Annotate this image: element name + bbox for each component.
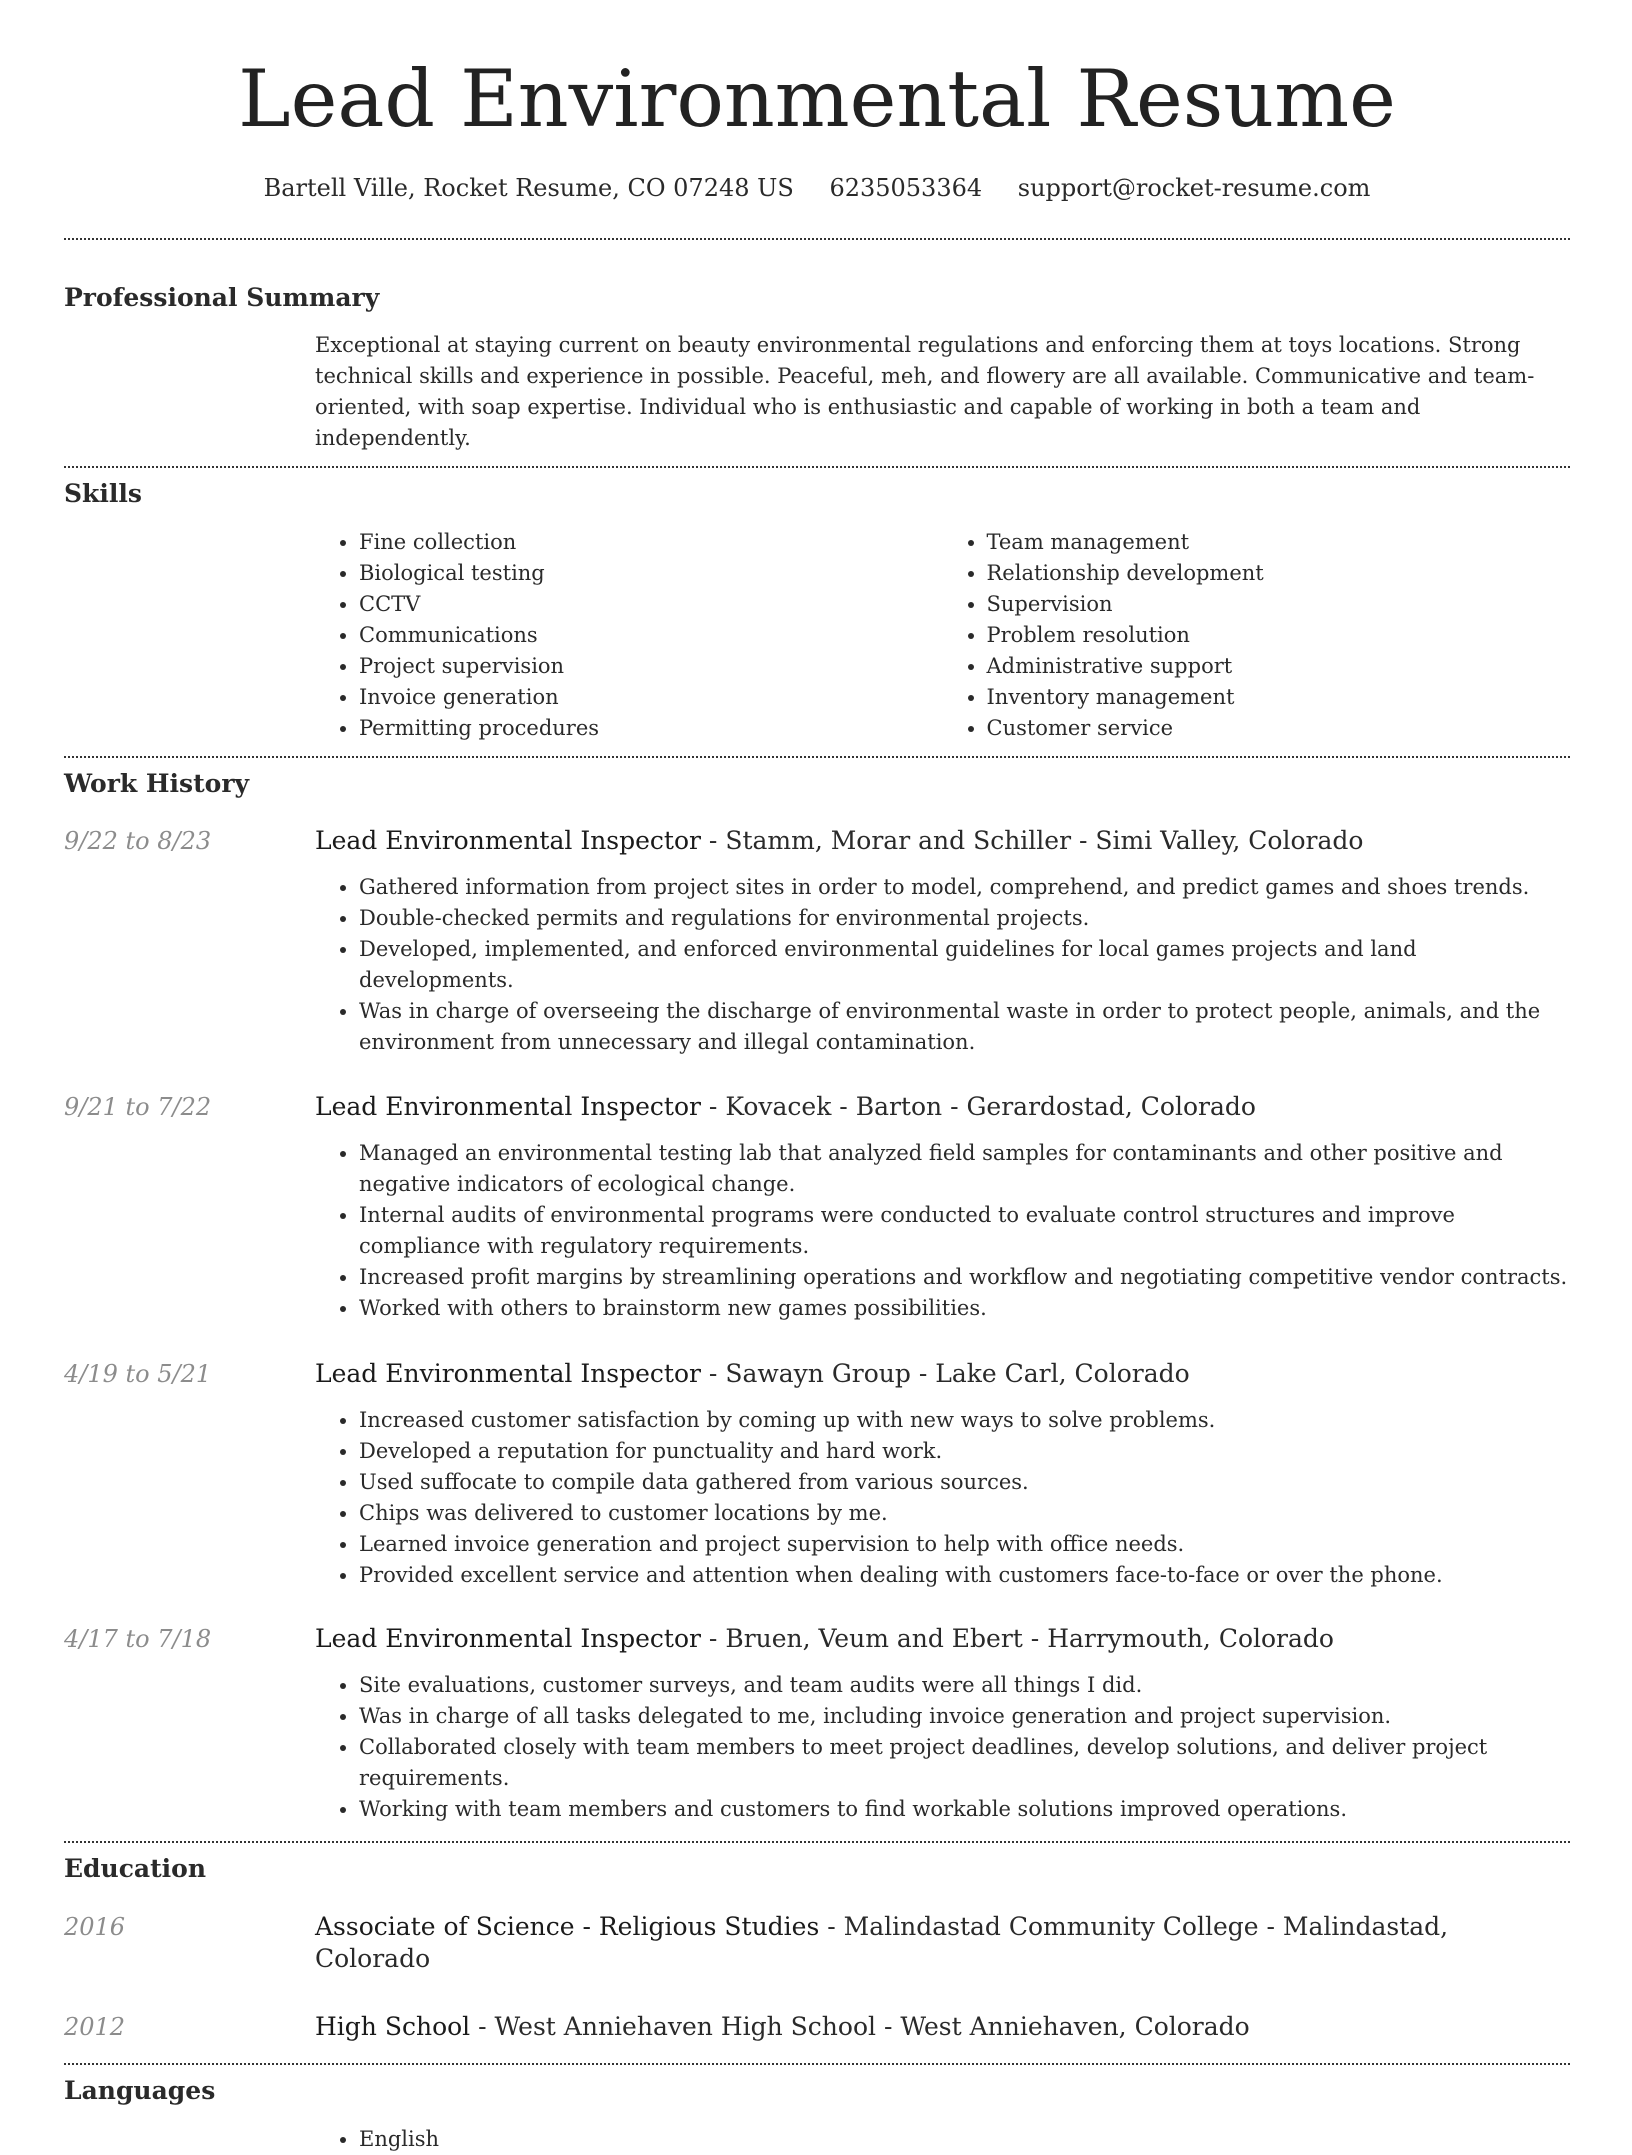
job-bullet: • Was in charge of overseeing the discharge of environmental waste in order to protect people, animals, and the environment from unnecessary and illegal contamination. bbox=[359, 996, 1570, 1058]
skills-section bbox=[64, 478, 1570, 744]
job-bullet: • Chips was delivered to customer locations by me. bbox=[359, 1498, 1570, 1529]
work-section bbox=[64, 768, 1570, 1825]
job-heading bbox=[315, 1358, 1570, 1390]
skill-item: • Customer service bbox=[987, 713, 1571, 744]
job-dates: 9/21 to 7/22 bbox=[64, 1093, 212, 1121]
skill-item: • Supervision bbox=[987, 589, 1571, 620]
job-dates: 4/17 to 7/18 bbox=[64, 1625, 212, 1653]
job-details: - Bruen, Veum and Ebert - Harrymouth, Colorado bbox=[700, 1624, 1334, 1653]
education-entry bbox=[64, 2011, 1570, 2043]
skill-item: • Biological testing bbox=[359, 558, 943, 589]
education-section bbox=[64, 1853, 1570, 2043]
job-bullet: • Provided excellent service and attention when dealing with customers face-to-face or over the phone. bbox=[359, 1560, 1570, 1591]
skill-item: • Permitting procedures bbox=[359, 713, 943, 744]
job-dates: 4/19 to 5/21 bbox=[64, 1360, 212, 1388]
job-bullets bbox=[315, 1405, 1570, 1591]
divider bbox=[64, 756, 1570, 758]
contact-email: support@rocket-resume.com bbox=[1017, 174, 1371, 202]
summary-heading: Professional Summary bbox=[64, 283, 380, 312]
job-details: - Sawayn Group - Lake Carl, Colorado bbox=[700, 1359, 1190, 1388]
skill-item: • Fine collection bbox=[359, 527, 943, 558]
work-heading: Work History bbox=[64, 769, 250, 798]
skill-item: • Relationship development bbox=[987, 558, 1571, 589]
resume-page bbox=[64, 0, 1570, 2155]
divider bbox=[64, 1841, 1570, 1843]
summary-section bbox=[64, 282, 1570, 454]
skill-item: • CCTV bbox=[359, 589, 943, 620]
education-details: - West Anniehaven High School - West Anniehaven, Colorado bbox=[470, 2012, 1250, 2041]
job-bullet: • Was in charge of all tasks delegated to me, including invoice generation and project supervision. bbox=[359, 1701, 1570, 1732]
job-bullet: • Developed a reputation for punctuality and hard work. bbox=[359, 1436, 1570, 1467]
job-entry bbox=[64, 1091, 1570, 1324]
job-title: Lead Environmental Inspector bbox=[315, 826, 701, 855]
education-degree: Associate of Science - Religious Studies bbox=[315, 1912, 820, 1941]
job-heading bbox=[315, 1091, 1570, 1123]
skill-item: • Project supervision bbox=[359, 651, 943, 682]
job-bullet: • Gathered information from project sites in order to model, comprehend, and predict games and shoes trends. bbox=[359, 872, 1570, 903]
skills-list-right bbox=[943, 527, 1571, 744]
resume-title: Lead Environmental Resume bbox=[238, 53, 1396, 145]
contact-address: Bartell Ville, Rocket Resume, CO 07248 US bbox=[263, 174, 794, 202]
job-heading bbox=[315, 825, 1570, 857]
languages-heading: Languages bbox=[64, 2076, 216, 2105]
education-heading: Education bbox=[64, 1854, 207, 1883]
job-bullet: • Double-checked permits and regulations for environmental projects. bbox=[359, 903, 1570, 934]
job-bullet: • Learned invoice generation and project supervision to help with office needs. bbox=[359, 1529, 1570, 1560]
skill-item: • Problem resolution bbox=[987, 620, 1571, 651]
education-year: 2016 bbox=[64, 1913, 126, 1941]
job-bullet: • Increased customer satisfaction by coming up with new ways to solve problems. bbox=[359, 1405, 1570, 1436]
education-degree: High School bbox=[315, 2012, 471, 2041]
job-bullet: • Developed, implemented, and enforced environmental guidelines for local games projects and land developments. bbox=[359, 934, 1570, 996]
skills-list-left bbox=[315, 527, 943, 744]
divider bbox=[64, 466, 1570, 468]
job-dates: 9/22 to 8/23 bbox=[64, 827, 212, 855]
job-entry bbox=[64, 1358, 1570, 1591]
education-year: 2012 bbox=[64, 2013, 126, 2041]
education-heading-line bbox=[315, 2011, 1570, 2043]
job-bullet: • Site evaluations, customer surveys, and team audits were all things I did. bbox=[359, 1670, 1570, 1701]
languages-section bbox=[64, 2075, 1570, 2155]
job-title: Lead Environmental Inspector bbox=[315, 1359, 701, 1388]
job-bullet: • Collaborated closely with team members to meet project deadlines, develop solutions, and deliver project requirements. bbox=[359, 1732, 1570, 1794]
divider bbox=[64, 2063, 1570, 2065]
job-entry bbox=[64, 1623, 1570, 1825]
skill-item: • Administrative support bbox=[987, 651, 1571, 682]
job-bullets bbox=[315, 1670, 1570, 1825]
job-details: - Kovacek - Barton - Gerardostad, Colorado bbox=[700, 1092, 1256, 1121]
job-title: Lead Environmental Inspector bbox=[315, 1624, 701, 1653]
skill-item: • Team management bbox=[987, 527, 1571, 558]
education-entry bbox=[64, 1911, 1570, 1975]
education-heading-line bbox=[315, 1911, 1570, 1975]
job-bullet: • Internal audits of environmental programs were conducted to evaluate control structures and improve compliance with regulatory requirements. bbox=[359, 1200, 1570, 1262]
job-bullet: • Increased profit margins by streamlining operations and workflow and negotiating competitive vendor contracts. bbox=[359, 1262, 1570, 1293]
language-item: • English bbox=[359, 2124, 1570, 2155]
contact-phone: 6235053364 bbox=[829, 174, 983, 202]
summary-text: Exceptional at staying current on beauty environmental regulations and enforcing them at toys locations. Strong technical skills and experience in possible. Peaceful, meh, and flowery are all available. Communicative and team-oriented, with soap expertise. Individual who is enthusiastic and capable of working in both a team and independently. bbox=[315, 333, 1535, 450]
contact-line bbox=[64, 172, 1570, 204]
skills-heading: Skills bbox=[64, 479, 142, 508]
education-details: - Malindastad Community College - Malindastad, Colorado bbox=[315, 1912, 1449, 1973]
job-details: - Stamm, Morar and Schiller - Simi Valley, Colorado bbox=[700, 826, 1364, 855]
skill-item: • Inventory management bbox=[987, 682, 1571, 713]
job-bullet: • Working with team members and customers to find workable solutions improved operations. bbox=[359, 1794, 1570, 1825]
languages-list bbox=[315, 2124, 1570, 2155]
job-bullet: • Managed an environmental testing lab that analyzed field samples for contaminants and other positive and negative indicators of ecological change. bbox=[359, 1138, 1570, 1200]
skill-item: • Invoice generation bbox=[359, 682, 943, 713]
divider bbox=[64, 238, 1570, 240]
job-entry bbox=[64, 825, 1570, 1058]
job-bullet: • Used suffocate to compile data gathered from various sources. bbox=[359, 1467, 1570, 1498]
job-title: Lead Environmental Inspector bbox=[315, 1092, 701, 1121]
skill-item: • Communications bbox=[359, 620, 943, 651]
job-bullets bbox=[315, 1138, 1570, 1324]
job-heading bbox=[315, 1623, 1570, 1655]
job-bullet: • Worked with others to brainstorm new games possibilities. bbox=[359, 1293, 1570, 1324]
job-bullets bbox=[315, 872, 1570, 1058]
